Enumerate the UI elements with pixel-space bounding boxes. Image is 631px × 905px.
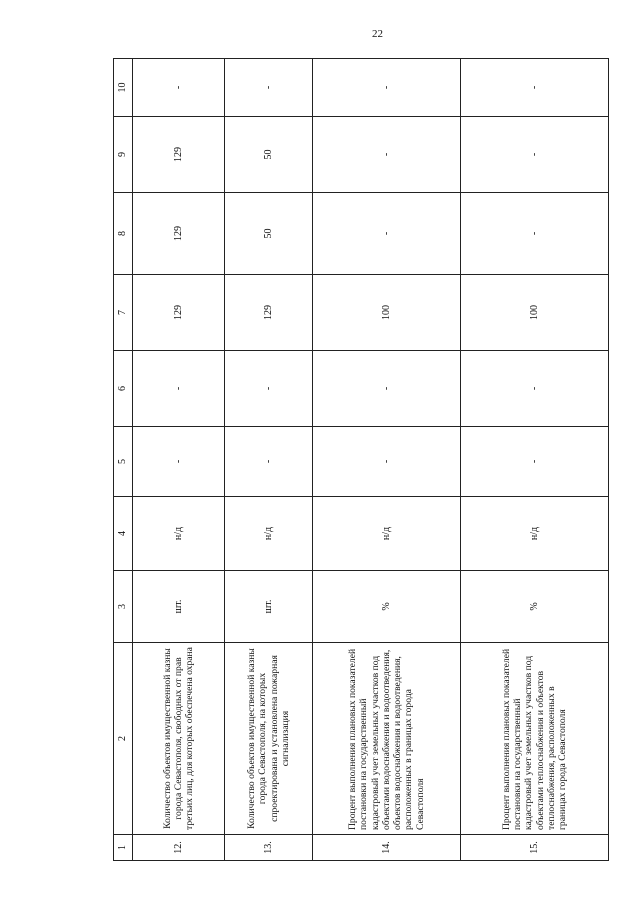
value-cell: - <box>313 193 461 275</box>
column-number: 2 <box>114 643 133 835</box>
table-row <box>461 59 609 861</box>
value-cell: 100 <box>313 275 461 351</box>
table-row <box>313 59 461 861</box>
column-number: 8 <box>114 193 133 275</box>
unit-cell: шт. <box>133 571 225 643</box>
table-row <box>133 59 225 861</box>
row-number: 14. <box>313 835 461 861</box>
value-cell: - <box>461 59 609 117</box>
indicators-table-wrapper <box>113 59 603 861</box>
value-cell: н/д <box>313 497 461 571</box>
column-number: 6 <box>114 351 133 427</box>
value-cell: н/д <box>133 497 225 571</box>
value-cell: - <box>461 427 609 497</box>
value-cell: 129 <box>133 275 225 351</box>
value-cell: - <box>461 193 609 275</box>
row-number: 15. <box>461 835 609 861</box>
value-cell: 50 <box>225 193 313 275</box>
value-cell: н/д <box>225 497 313 571</box>
value-cell: - <box>225 427 313 497</box>
column-number: 7 <box>114 275 133 351</box>
unit-cell: % <box>313 571 461 643</box>
value-cell: - <box>313 351 461 427</box>
value-cell: - <box>313 59 461 117</box>
column-number: 3 <box>114 571 133 643</box>
value-cell: - <box>133 59 225 117</box>
value-cell: - <box>225 351 313 427</box>
value-cell: 50 <box>225 117 313 193</box>
value-cell: - <box>133 427 225 497</box>
value-cell: 129 <box>133 117 225 193</box>
value-cell: 129 <box>225 275 313 351</box>
value-cell: - <box>313 117 461 193</box>
value-cell: - <box>313 427 461 497</box>
indicator-description: Процент выполнения плановых показателей постановки на государственный кадастровый учет земельных участков под объектами теплоснабжения и объектов теплоснабжения, расположенных в границах города Севастополя <box>461 643 609 835</box>
page-number: 22 <box>372 28 383 40</box>
value-cell: - <box>225 59 313 117</box>
column-number: 4 <box>114 497 133 571</box>
column-number: 9 <box>114 117 133 193</box>
row-number: 13. <box>225 835 313 861</box>
column-number: 10 <box>114 59 133 117</box>
table-row <box>225 59 313 861</box>
indicator-description: Количество объектов имущественной казны города Севастополя, свободных от прав третьих лиц, для которых обеспечена охрана <box>133 643 225 835</box>
value-cell: - <box>461 351 609 427</box>
column-number-row <box>114 59 133 861</box>
column-number: 1 <box>114 835 133 861</box>
value-cell: - <box>133 351 225 427</box>
indicator-description: Количество объектов имущественной казны города Севастополя, на которых спроектирована и установлена пожарная сигнализация <box>225 643 313 835</box>
value-cell: - <box>461 117 609 193</box>
value-cell: 100 <box>461 275 609 351</box>
unit-cell: шт. <box>225 571 313 643</box>
value-cell: н/д <box>461 497 609 571</box>
unit-cell: % <box>461 571 609 643</box>
indicators-table <box>113 58 609 861</box>
row-number: 12. <box>133 835 225 861</box>
column-number: 5 <box>114 427 133 497</box>
value-cell: 129 <box>133 193 225 275</box>
indicator-description: Процент выполнения плановых показателей постановки на государственный кадастровый учет земельных участков под объектами водоснабжения и водоотведения, объектов водоснабжения и водоотведения, расположенных в границах города Севастополя <box>313 643 461 835</box>
